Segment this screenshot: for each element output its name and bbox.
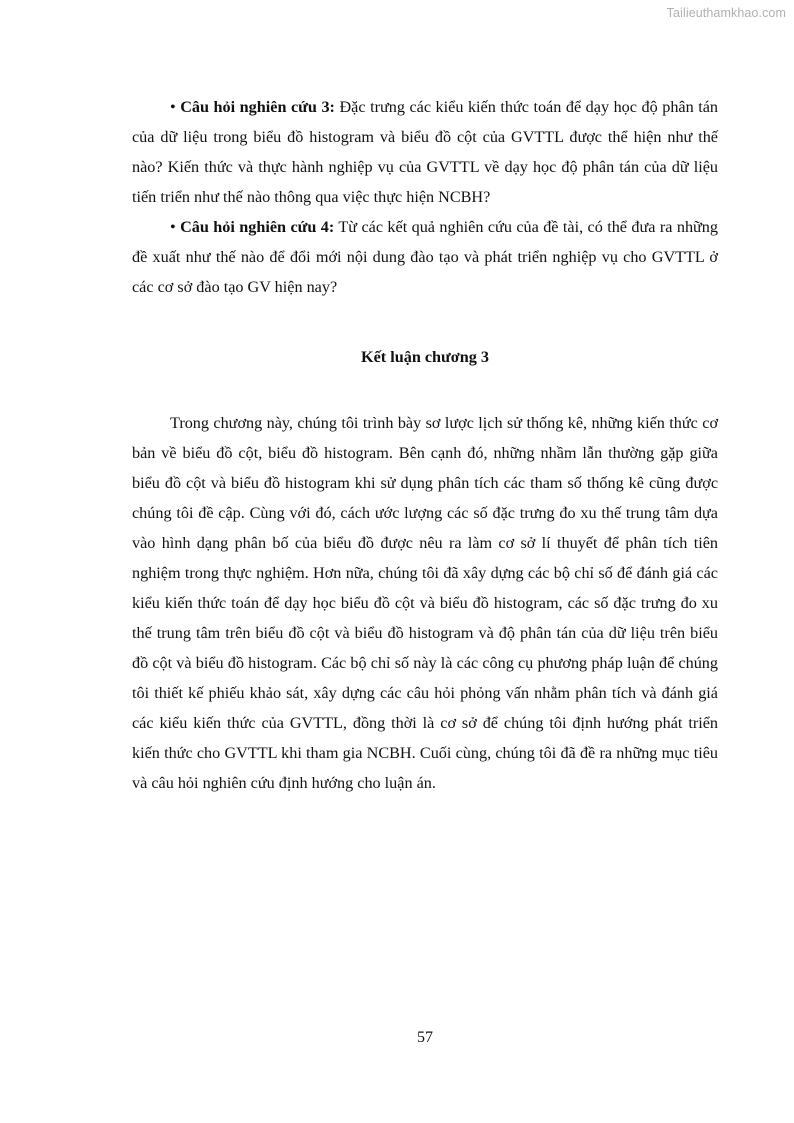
research-question-3-text: Đặc trưng các kiểu kiến thức toán để dạy học độ phân tán của dữ liệu trong biểu đồ histogram và biểu đồ cột của GVTTL được thể hiện như thế nào? Kiến thức và thực hành nghiệp vụ của GVTTL về dạy học độ phân tán của dữ liệu tiến triển như thế nào thông qua việc thực hiện NCBH? bbox=[132, 98, 719, 206]
research-question-3-label: Câu hỏi nghiên cứu 3: bbox=[180, 98, 335, 116]
research-question-4: • Câu hỏi nghiên cứu 4: Từ các kết quả nghiên cứu của đề tài, có thể đưa ra những đề xuất như thế nào để đổi mới nội dung đào tạo và phát triển nghiệp vụ cho GVTTL ở các cơ sở đào tạo GV hiện nay? bbox=[132, 218, 718, 296]
conclusion-heading: Kết luận chương 3 bbox=[361, 348, 489, 366]
research-question-4-label: Câu hỏi nghiên cứu 4: bbox=[180, 218, 335, 236]
page-content bbox=[132, 92, 718, 798]
research-question-4-text: Từ các kết quả nghiên cứu của đề tài, có thể đưa ra những đề xuất như thế nào để đổi mới nội dung đào tạo và phát triển nghiệp vụ cho GVTTL ở các cơ sở đào tạo GV hiện nay? bbox=[132, 218, 718, 296]
page-number: 57 bbox=[417, 1029, 433, 1046]
conclusion-paragraph: Trong chương này, chúng tôi trình bày sơ lược lịch sử thống kê, những kiến thức cơ bản về biểu đồ cột, biểu đồ histogram. Bên cạnh đó, những nhầm lẫn thường gặp giữa biểu đồ cột và biểu đồ histogram khi sử dụng phân tích các tham số thống kê cũng được chúng tôi đề cập. Cùng với đó, cách ước lượng các số đặc trưng đo xu thế trung tâm dựa vào hình dạng phân bố của biểu đồ được nêu ra làm cơ sở lí thuyết để phân tích tiên nghiệm trong thực nghiệm. Hơn nữa, chúng tôi đã xây dựng các bộ chỉ số để đánh giá các kiểu kiến thức toán để dạy học biểu đồ cột và biểu đồ histogram, các số đặc trưng đo xu thế trung tâm trên biểu đồ cột và biểu đồ histogram và độ phân tán của dữ liệu trên biểu đồ cột và biểu đồ histogram. Các bộ chỉ số này là các công cụ phương pháp luận để chúng tôi thiết kế phiếu khảo sát, xây dựng các câu hỏi phỏng vấn nhằm phân tích và đánh giá các kiểu kiến thức của GVTTL, đồng thời là cơ sở để chúng tôi định hướng phát triển kiến thức cho GVTTL khi tham gia NCBH. Cuối cùng, chúng tôi đã đề ra những mục tiêu và câu hỏi nghiên cứu định hướng cho luận án. bbox=[132, 414, 718, 792]
watermark: Tailieuthamkhao.com bbox=[666, 6, 786, 20]
research-question-3: • Câu hỏi nghiên cứu 3: Đặc trưng các kiểu kiến thức toán để dạy học độ phân tán của dữ liệu trong biểu đồ histogram và biểu đồ cột của GVTTL được thể hiện như thế nào? Kiến thức và thực hành nghiệp vụ của GVTTL về dạy học độ phân tán của dữ liệu tiến triển như thế nào thông qua việc thực hiện NCBH? bbox=[132, 98, 719, 206]
